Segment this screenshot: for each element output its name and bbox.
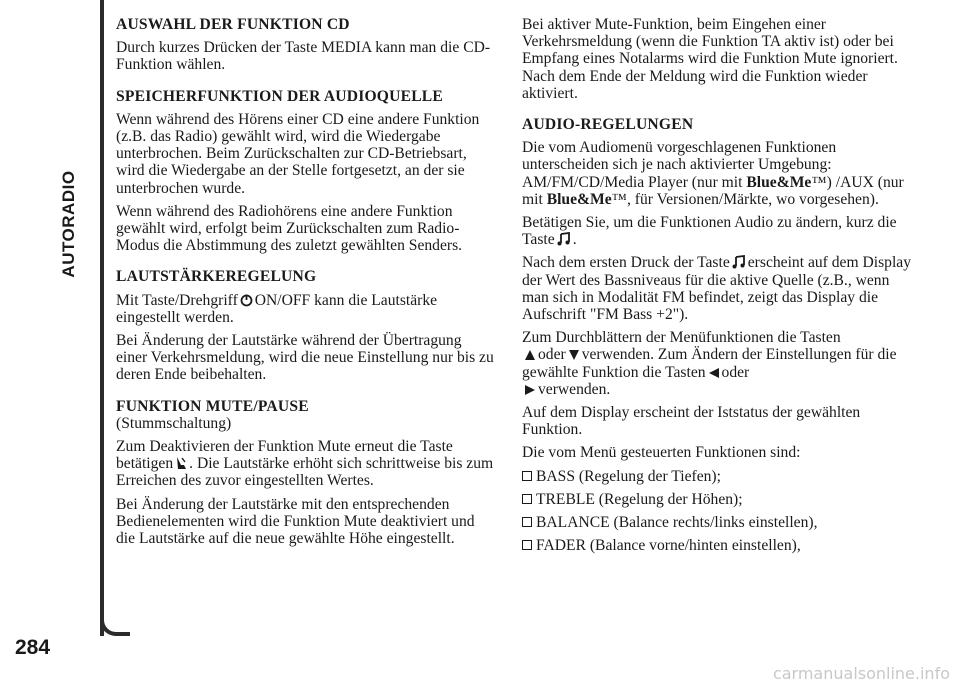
arrow-up-icon bbox=[524, 349, 536, 361]
paragraph: Bei Änderung der Lautstärke während der Übertragung einer Verkehrsmeldung, wird die neue Einstellung nur bis zu deren Ende beibehalten. bbox=[116, 332, 494, 384]
paragraph: Zum Durchblättern der Menüfunktionen die Tasten oder verwenden. Zum Ändern der Einstellungen für die gewählte Funktion die Tasten oder verwenden. bbox=[522, 329, 897, 398]
paragraph: Auf dem Display erscheint der Iststatus der gewählten Funktion. bbox=[522, 404, 861, 439]
watermark: carmanualsonline.info bbox=[772, 664, 950, 683]
paragraph: Wenn während des Hörens einer CD eine andere Funktion (z.B. das Radio) gewählt wird, wird die Wiedergabe unterbrochen. Beim Zurückschalten zur CD-Betriebsart, wird die Wiedergabe an der Stelle fortgesetzt, an der sie unterbrochen wurde. bbox=[116, 110, 480, 197]
sidebar-corner bbox=[100, 620, 130, 636]
paragraph: Wenn während des Radiohörens eine andere Funktion gewählt wird, erfolgt beim Zurückschalten zum Radio-Modus die Abstimmung des zuletzt gewählten Senders. bbox=[116, 202, 463, 255]
section-label: AUTORADIO bbox=[59, 170, 78, 278]
list-item: BASS (Regelung der Tiefen); bbox=[522, 468, 914, 485]
list-item: BALANCE (Balance rechts/links einstellen), bbox=[522, 514, 914, 531]
music-note-icon bbox=[557, 232, 571, 246]
heading-memory-function: SPEICHERFUNKTION DER AUDIOQUELLE bbox=[116, 87, 443, 105]
paragraph: Die vom Audiomenü vorgeschlagenen Funktionen unterscheiden sich je nach aktivierter Umgebung: AM/FM/CD/Media Player (nur mit Blue&Me™) /AUX (nur mit Blue&Me™, für Versionen/Märkte, wo vorgesehen). bbox=[522, 139, 904, 208]
heading-mute: FUNKTION MUTE/PAUSE bbox=[116, 397, 309, 415]
checkbox-bullet-icon bbox=[522, 471, 532, 481]
list-item: TREBLE (Regelung der Höhen); bbox=[522, 491, 914, 508]
mute-icon bbox=[175, 456, 187, 470]
heading-cd-function: AUSWAHL DER FUNKTION CD bbox=[116, 16, 350, 33]
paragraph: Die vom Menü gesteuerten Funktionen sind: bbox=[522, 444, 801, 462]
checkbox-bullet-icon bbox=[522, 494, 532, 504]
left-column bbox=[116, 16, 496, 547]
heading-volume: LAUTSTÄRKEREGELUNG bbox=[116, 268, 317, 286]
subheading: (Stummschaltung) bbox=[116, 414, 232, 432]
arrow-left-icon bbox=[708, 367, 720, 379]
paragraph: Nach dem ersten Druck der Taste erscheint auf dem Display der Wert des Bassniveaus für die aktive Quelle (z.B., wenn man sich in Modalität FM befindet, zeigt das Display die Aufschrift "FM Bass +2"). bbox=[522, 254, 912, 324]
music-note-icon bbox=[732, 255, 746, 269]
arrow-down-icon bbox=[568, 349, 580, 361]
paragraph: Zum Deaktivieren der Funktion Mute erneut die Taste betätigen . Die Lautstärke erhöht sich schrittweise bis zum Erreichen des zuvor eingestellten Wertes. bbox=[116, 438, 494, 490]
checkbox-bullet-icon bbox=[522, 517, 532, 527]
paragraph: Bei Änderung der Lautstärke mit den entsprechenden Bedienelementen wird die Funktion Mute deaktiviert und die Lautstärke auf die neue gewählte Höhe eingestellt. bbox=[116, 495, 475, 548]
power-knob-icon bbox=[240, 294, 253, 307]
checkbox-bullet-icon bbox=[522, 540, 532, 550]
heading-audio-settings: AUDIO-REGELUNGEN bbox=[522, 116, 694, 134]
paragraph: Betätigen Sie, um die Funktionen Audio zu ändern, kurz die Taste . bbox=[522, 214, 897, 249]
paragraph: Mit Taste/Drehgriff ON/OFF kann die Lautstärke eingestellt werden. bbox=[116, 291, 438, 326]
page-number: 284 bbox=[15, 636, 51, 659]
paragraph: Bei aktiver Mute-Funktion, beim Eingehen einer Verkehrsmeldung (wenn die Funktion TA aktiv ist) oder bei Empfang eines Notalarms wird die Funktion Mute ignoriert. Nach dem Ende der Meldung wird die Funktion wieder aktiviert. bbox=[522, 16, 898, 102]
arrow-right-icon bbox=[524, 384, 536, 396]
list-item: FADER (Balance vorne/hinten einstellen), bbox=[522, 537, 914, 554]
paragraph: Durch kurzes Drücken der Taste MEDIA kann man die CD-Funktion wählen. bbox=[116, 39, 491, 74]
right-column bbox=[522, 16, 914, 554]
sidebar-rule bbox=[100, 0, 104, 636]
